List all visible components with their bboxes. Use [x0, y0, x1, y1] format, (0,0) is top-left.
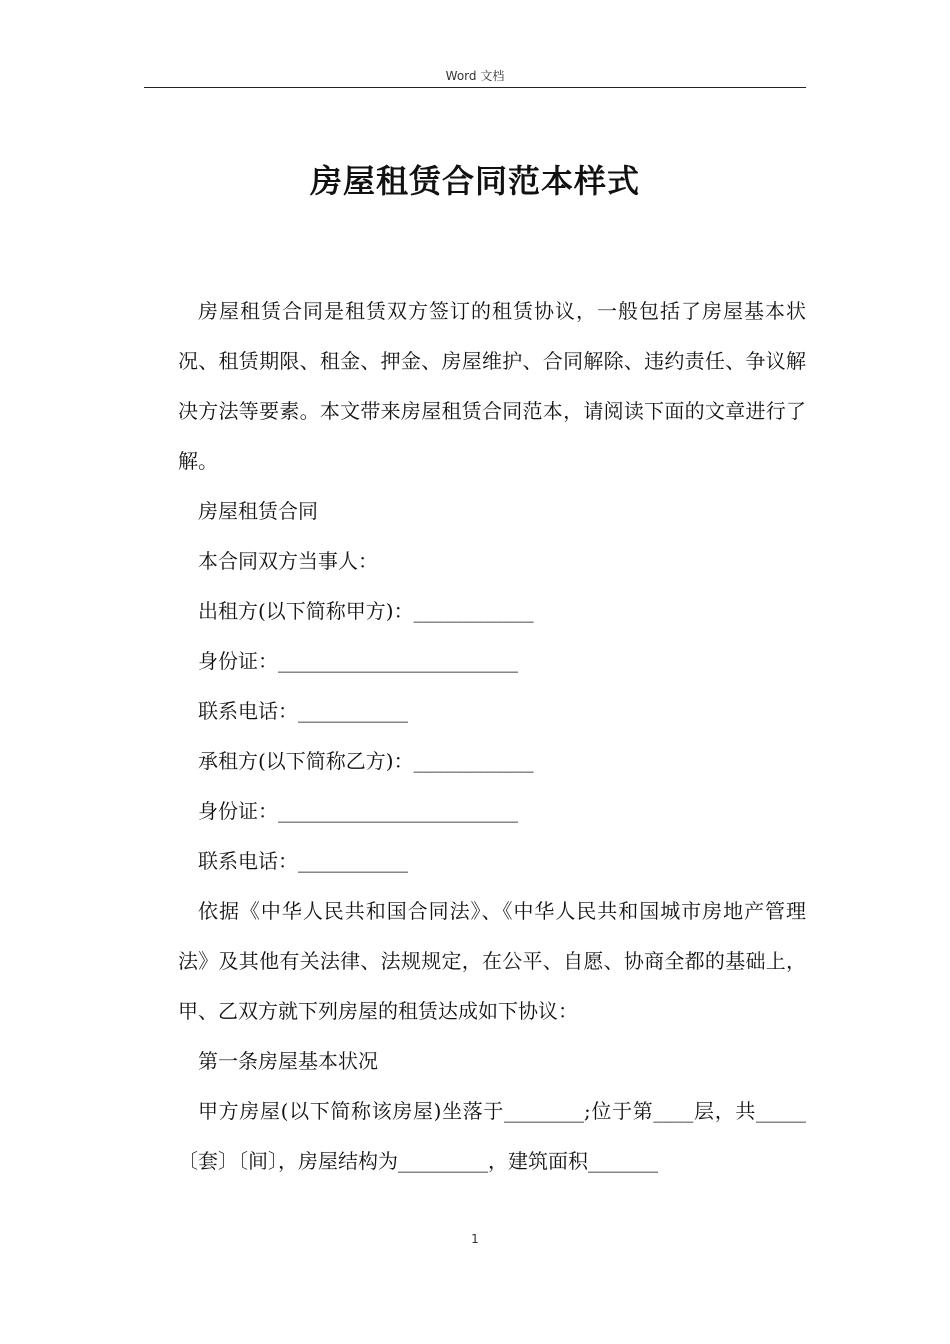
contract-heading: 房屋租赁合同	[198, 499, 318, 523]
lessor-phone-line: 联系电话：___________	[198, 699, 408, 723]
intro-paragraph: 房屋租赁合同是租赁双方签订的租赁协议，一般包括了房屋基本状况、租赁期限、租金、押金、房屋维护、合同解除、违约责任、争议解决方法等要素。本文带来房屋租赁合同范本，请阅读下面的文章进行了解。	[178, 299, 806, 473]
document-body	[178, 286, 806, 1186]
lessor-id-line: 身份证：________________________	[198, 649, 518, 673]
document-title: 房屋租赁合同范本样式	[309, 162, 640, 200]
page-number: 1	[471, 1232, 479, 1246]
lessor-line: 出租方(以下简称甲方)：____________	[198, 599, 534, 623]
lessee-id-line: 身份证：________________________	[198, 799, 518, 823]
header-rule	[144, 87, 806, 88]
legal-basis-paragraph: 依据《中华人民共和国合同法》、《中华人民共和国城市房地产管理法》及其他有关法律、法规规定，在公平、自愿、协商全都的基础上，甲、乙双方就下列房屋的租赁达成如下协议：	[178, 899, 806, 1023]
parties-line: 本合同双方当事人：	[198, 549, 378, 573]
article-one-heading: 第一条房屋基本状况	[198, 1049, 378, 1073]
article-one-paragraph: 甲方房屋(以下简称该房屋)坐落于________;位于第____层，共_____〔套〕〔间〕，房屋结构为_________，建筑面积_______	[178, 1099, 806, 1173]
lessee-phone-line: 联系电话：___________	[198, 849, 408, 873]
lessee-line: 承租方(以下简称乙方)：____________	[198, 749, 534, 773]
page-header: Word 文档	[445, 69, 505, 83]
